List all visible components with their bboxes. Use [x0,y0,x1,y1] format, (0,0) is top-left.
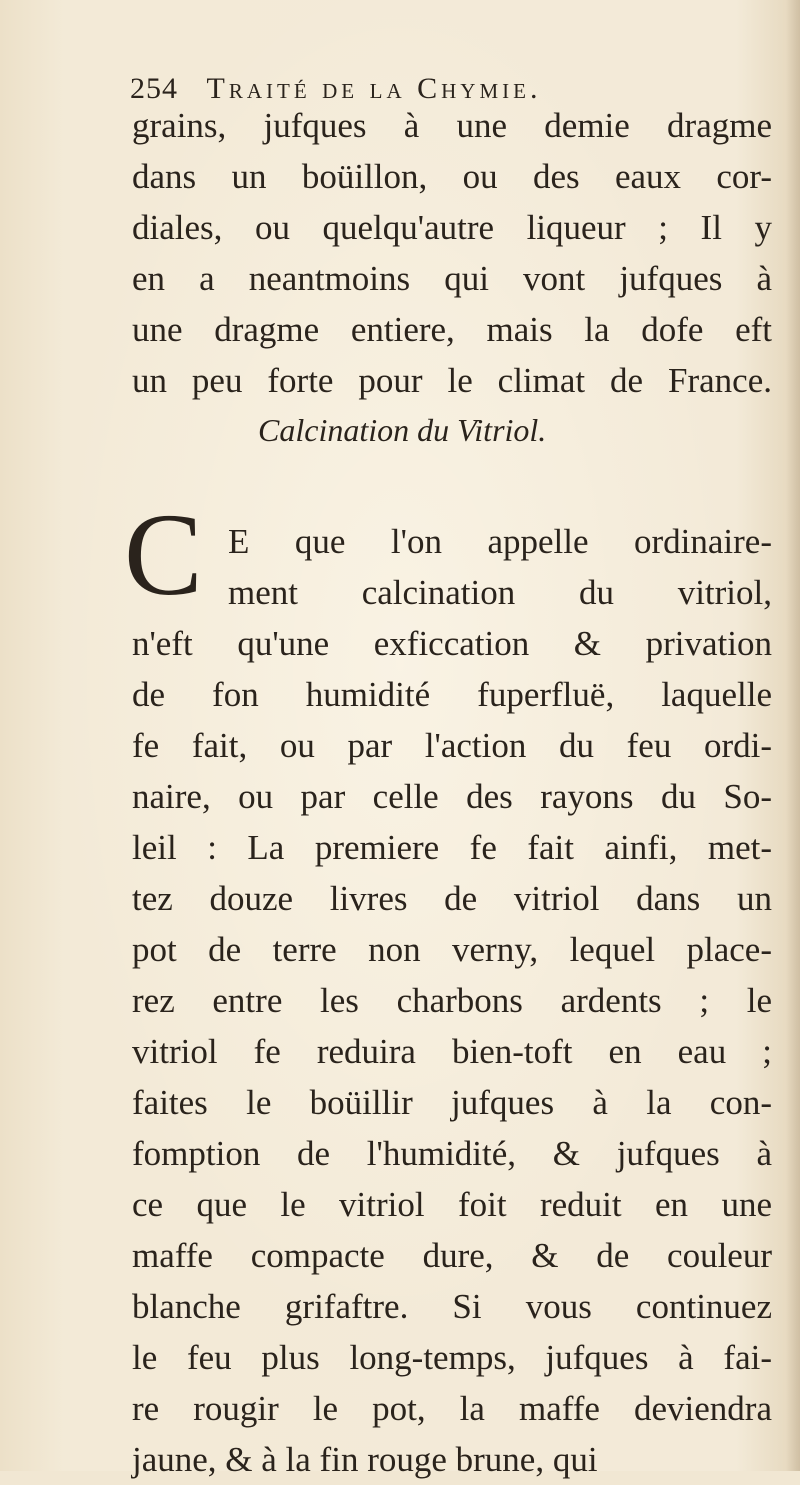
text-line: faites le boüillir jufques à la con- [132,1083,772,1122]
text-line: maffe compacte dure, & de couleur [132,1236,772,1275]
paragraph-2-opening [228,516,772,618]
text-line: de fon humidité fuperfluë, laquelle [132,675,772,714]
text-line: diales, ou quelqu'autre liqueur ; Il y [132,208,772,247]
text-line: le feu plus long-temps, jufques à fai- [132,1338,772,1377]
text-line: ce que le vitriol foit reduit en une [132,1185,772,1224]
text-line: leil : La premiere fe fait ainfi, met- [132,828,772,867]
running-title: Traité de la Chymie. [206,72,542,105]
text-line: blanche grifaftre. Si vous continuez [132,1287,772,1326]
text-line: grains, jufques à une demie dragme [132,106,772,145]
text-line: jaune, & à la fin rouge brune, qui [132,1440,598,1479]
text-line: fe fait, ou par l'action du feu ordi- [132,726,772,765]
text-line: ment calcination du vitriol, [228,573,772,612]
drop-cap: C [124,489,203,620]
text-line: rez entre les charbons ardents ; le [132,981,772,1020]
page-edge-shadow [786,0,800,1471]
page-number: 254 [130,72,178,105]
text-line: fomption de l'humidité, & jufques à [132,1134,772,1173]
paragraph-1 [132,100,772,406]
text-line: pot de terre non verny, lequel place- [132,930,772,969]
text-line: naire, ou par celle des rayons du So- [132,777,772,816]
text-line: en a neantmoins qui vont jufques à [132,259,772,298]
text-line: vitriol fe reduira bien-toft en eau ; [132,1032,772,1071]
text-line: E que l'on appelle ordinaire- [228,522,772,561]
text-line: dans un boüillon, ou des eaux cor- [132,157,772,196]
text-line: re rougir le pot, la maffe deviendra [132,1389,772,1428]
text-line: n'eft qu'une exficcation & privation [132,624,772,663]
text-line: tez douze livres de vitriol dans un [132,879,772,918]
text-line: un peu forte pour le climat de France. [132,361,772,400]
text-line: une dragme entiere, mais la dofe eft [132,310,772,349]
section-heading: Calcination du Vitriol. [258,412,547,448]
paragraph-2 [132,618,772,1485]
